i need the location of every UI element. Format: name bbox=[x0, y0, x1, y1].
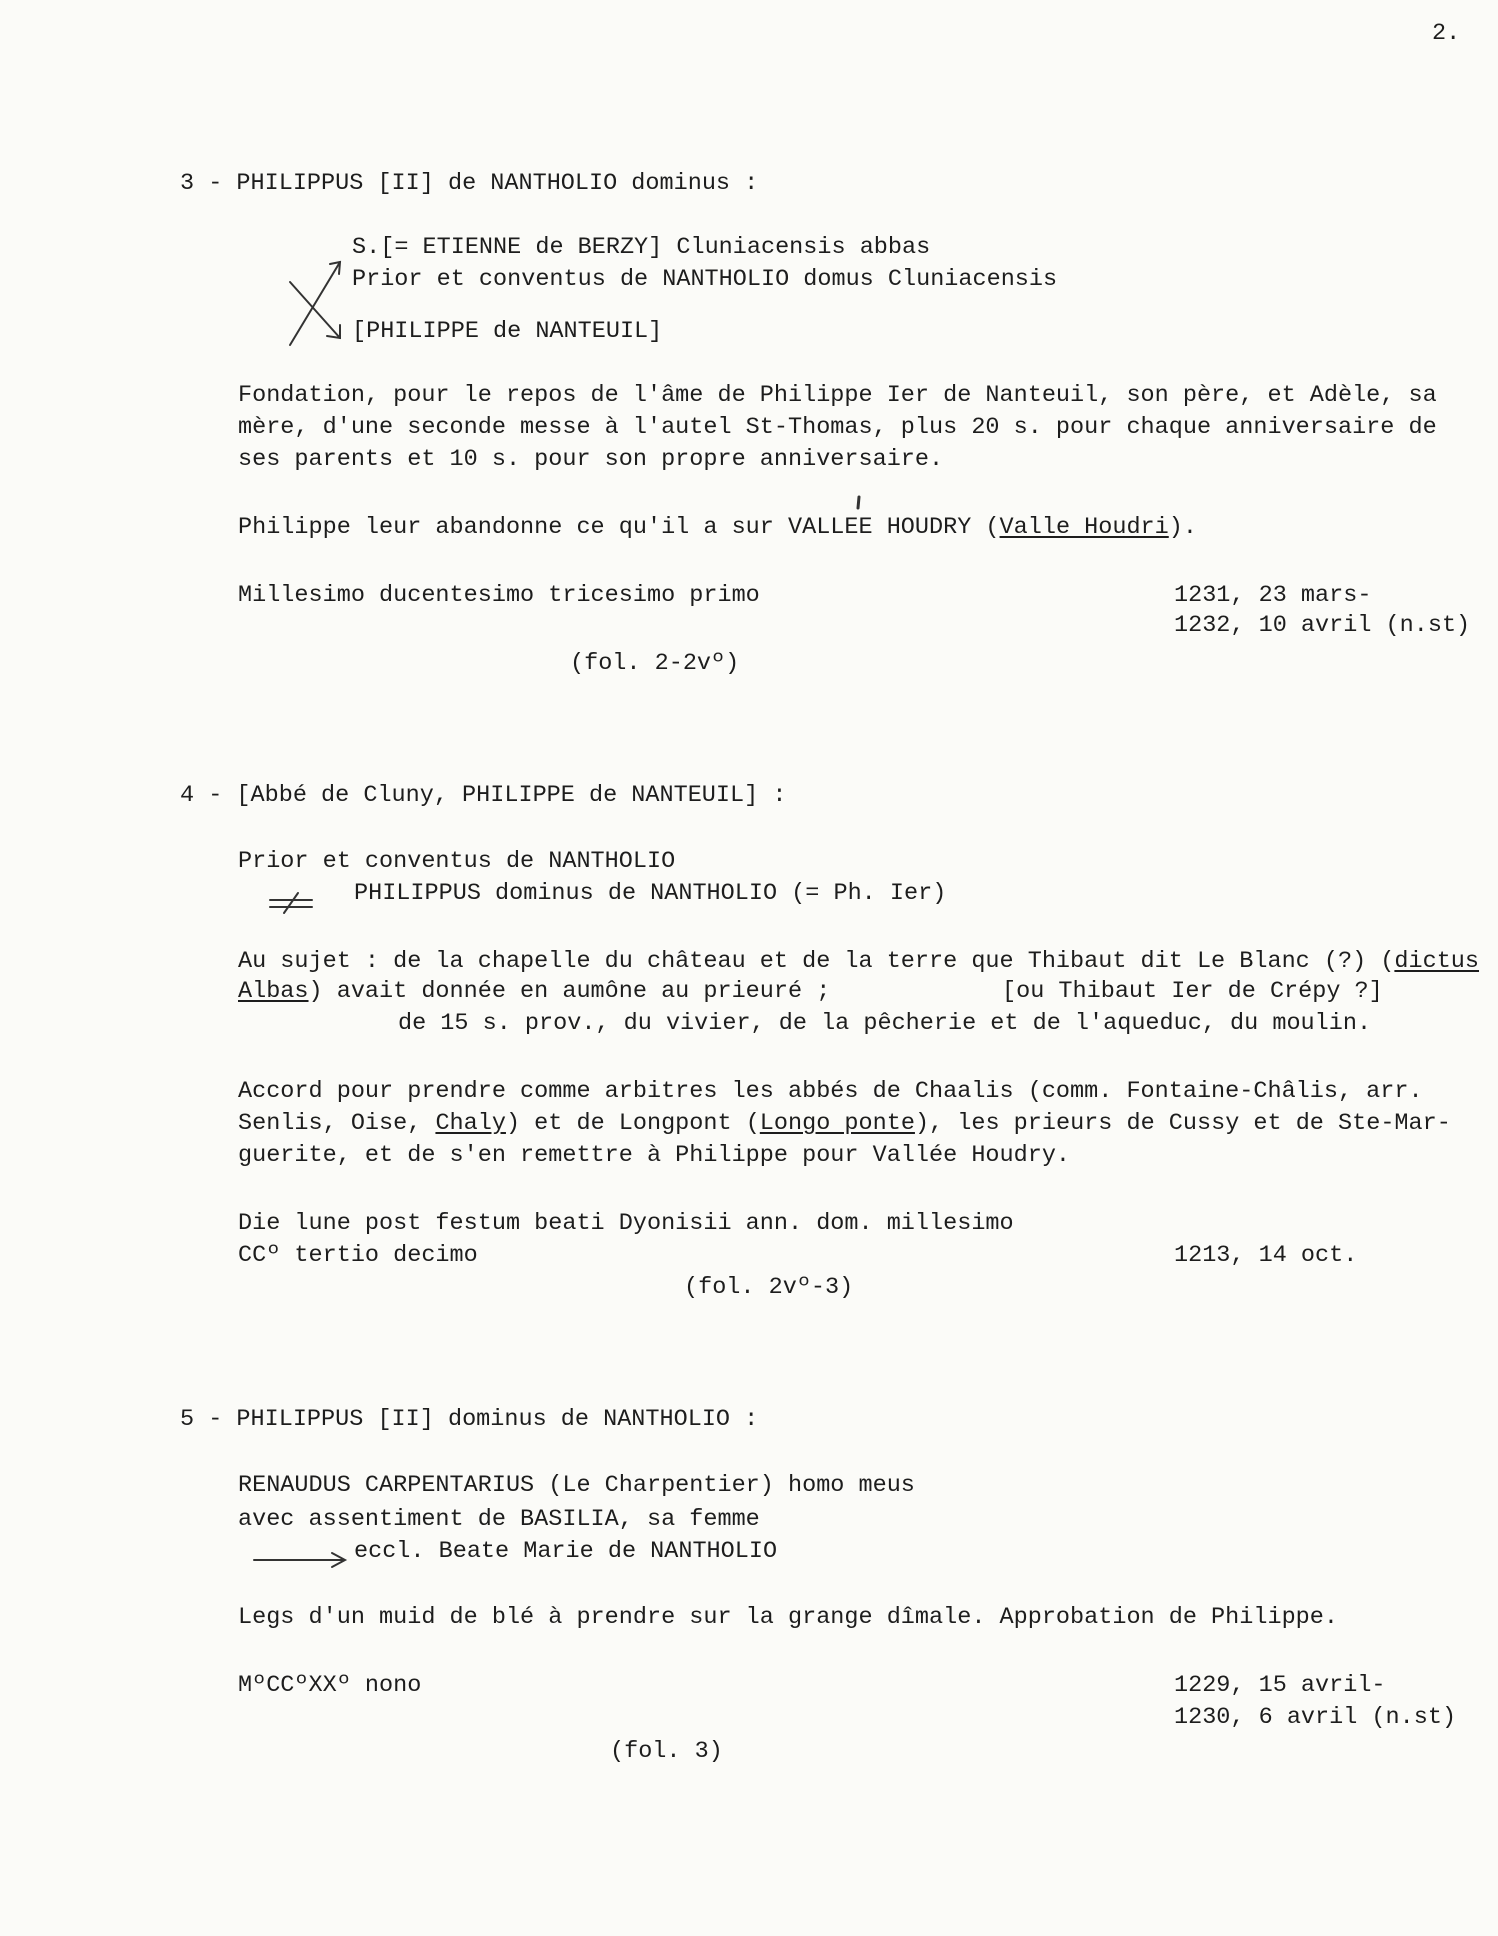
cross-arrow-down-icon bbox=[290, 282, 340, 338]
editorial-bracket: [ou Thibaut Ier de Crépy ?] bbox=[1002, 978, 1383, 1005]
editorial-bracket: [= ETIENNE de BERZY] bbox=[380, 234, 663, 261]
party-line: eccl. Beate Marie de NANTHOLIO bbox=[354, 1538, 778, 1565]
editorial-bracket: [II] bbox=[377, 1406, 434, 1433]
folio-reference: (fol. 3) bbox=[610, 1738, 723, 1765]
summary-line: ses parents et 10 s. pour son propre anniversaire. bbox=[238, 446, 944, 473]
date: 1230, 6 avril (n.st) bbox=[1174, 1704, 1457, 1731]
party-line: PHILIPPUS dominus de NANTHOLIO (= Ph. Ier) bbox=[354, 880, 947, 907]
date: 1213, 14 oct. bbox=[1174, 1242, 1358, 1269]
entry-number: 5 - bbox=[180, 1406, 223, 1433]
summary-line: Albas) avait donnée en aumône au prieuré ; bbox=[238, 978, 831, 1005]
entry-heading: 4 - [Abbé de Cluny, PHILIPPE de NANTEUIL] : bbox=[180, 782, 787, 809]
date: 1231, 23 mars- bbox=[1174, 582, 1372, 609]
accord-line: guerite, et de s'en remettre à Philippe pour Vallée Houdry. bbox=[238, 1142, 1071, 1169]
accord-line: Accord pour prendre comme arbitres les abbés de Chaalis (comm. Fontaine-Châlis, arr. bbox=[238, 1078, 1423, 1105]
entry-heading: 3 - PHILIPPUS [II] de NANTHOLIO dominus : bbox=[180, 170, 759, 197]
dating-clause: CCº tertio decimo bbox=[238, 1242, 478, 1269]
entry-number: 4 - bbox=[180, 782, 223, 809]
folio-reference: (fol. 2-2vº) bbox=[570, 650, 740, 677]
note-line: Philippe leur abandonne ce qu'il a sur VALLEE HOUDRY (Valle Houdri). bbox=[238, 514, 1197, 541]
folio-reference: (fol. 2vº-3) bbox=[684, 1274, 854, 1301]
party-line: RENAUDUS CARPENTARIUS (Le Charpentier) homo meus bbox=[238, 1472, 915, 1499]
party-line: avec assentiment de BASILIA, sa femme bbox=[238, 1506, 760, 1533]
accord-line: Senlis, Oise, Chaly) et de Longpont (Longo ponte), les prieurs de Cussy et de Ste-Mar- bbox=[238, 1110, 1451, 1137]
summary-line: Legs d'un muid de blé à prendre sur la grange dîmale. Approbation de Philippe. bbox=[238, 1604, 1338, 1631]
summary-line: mère, d'une seconde messe à l'autel St-Thomas, plus 20 s. pour chaque anniversaire de bbox=[238, 414, 1437, 441]
party-line: Prior et conventus de NANTHOLIO bbox=[238, 848, 676, 875]
entry-heading: 5 - PHILIPPUS [II] dominus de NANTHOLIO : bbox=[180, 1406, 759, 1433]
date: 1229, 15 avril- bbox=[1174, 1672, 1386, 1699]
dating-clause: Die lune post festum beati Dyonisii ann. dom. millesimo bbox=[238, 1210, 1014, 1237]
page-number: 2. bbox=[1432, 20, 1461, 47]
not-equal-icon bbox=[270, 893, 312, 913]
cross-arrow-up-icon bbox=[290, 262, 340, 345]
entry-number: 3 - bbox=[180, 170, 223, 197]
party-line: S.[= ETIENNE de BERZY] Cluniacensis abbas bbox=[352, 234, 931, 261]
dating-clause: MºCCºXXº nono bbox=[238, 1672, 422, 1699]
editorial-bracket: [Abbé de Cluny, PHILIPPE de NANTEUIL] bbox=[236, 782, 759, 809]
summary-line: de 15 s. prov., du vivier, de la pêcherie et de l'aqueduc, du moulin. bbox=[398, 1010, 1372, 1037]
long-arrow-icon bbox=[254, 1553, 345, 1567]
summary-line: Au sujet : de la chapelle du château et de la terre que Thibaut dit Le Blanc (?) (dictus bbox=[238, 948, 1480, 975]
editorial-bracket: [II] bbox=[377, 170, 434, 197]
party-line: Prior et conventus de NANTHOLIO domus Cluniacensis bbox=[352, 266, 1058, 293]
dating-clause: Millesimo ducentesimo tricesimo primo bbox=[238, 582, 760, 609]
party-line: [PHILIPPE de NANTEUIL] bbox=[352, 318, 663, 345]
date: 1232, 10 avril (n.st) bbox=[1174, 612, 1471, 639]
summary-line: Fondation, pour le repos de l'âme de Philippe Ier de Nanteuil, son père, et Adèle, sa bbox=[238, 382, 1437, 409]
